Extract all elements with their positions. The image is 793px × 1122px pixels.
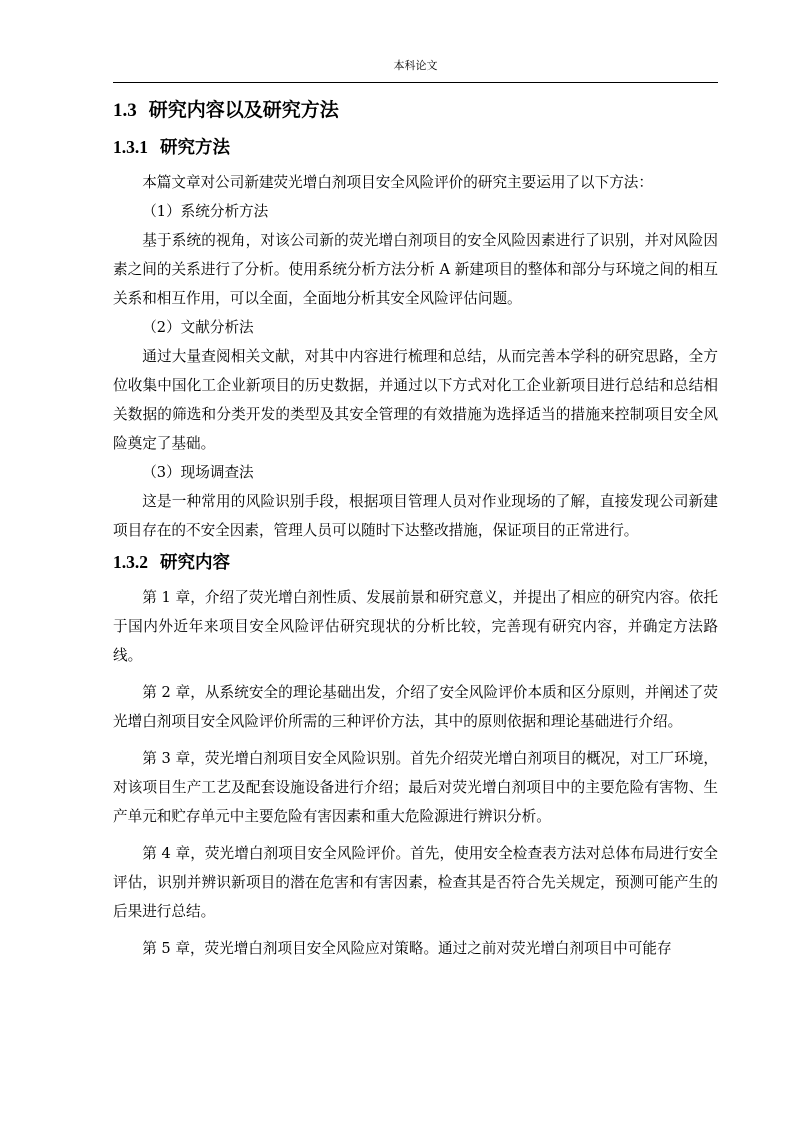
methods-number: 1.3.1: [113, 137, 148, 157]
chapter-paragraph-5: 第 5 章，荧光增白剂项目安全风险应对策略。通过之前对荧光增白剂项目中可能存: [142, 940, 672, 957]
method-label-1: （1）系统分析方法: [142, 203, 269, 220]
methods-intro: 本篇文章对公司新建荧光增白剂项目安全风险评价的研究主要运用了以下方法：: [142, 174, 653, 191]
contents-number: 1.3.2: [113, 552, 148, 572]
chapter-paragraph-3: 第 3 章，荧光增白剂项目安全风险识别。首先介绍荧光增白剂项目的概况，对工厂环境，对该项目生产工艺及配套设施设备进行介绍；最后对荧光增白剂项目中的主要危险有害物、生产单元和贮存单元中主要危险有害因素和重大危险源进行辨识分析。: [113, 750, 718, 825]
method-label-2: （2）文献分析法: [142, 319, 254, 336]
header-divider: [113, 82, 718, 83]
methods-title: 研究方法: [160, 138, 230, 158]
contents-heading: [113, 545, 718, 579]
method-text-1: 基于系统的视角，对该公司新的荧光增白剂项目的安全风险因素进行了识别，并对风险因素之间的关系进行了分析。使用系统分析方法分析 A 新建项目的整体和部分与环境之间的相互关系和相互作用，可以全面，全面地分析其安全风险评估问题。: [113, 232, 718, 307]
method-text-2: 通过大量查阅相关文献，对其中内容进行梳理和总结，从而完善本学科的研究思路，全方位收集中国化工企业新项目的历史数据，并通过以下方式对化工企业新项目进行总结和总结相关数据的筛选和分类开发的类型及其安全管理的有效措施为选择适当的措施来控制项目安全风险奠定了基础。: [113, 348, 718, 452]
methods-heading: [113, 130, 718, 164]
section-number: 1.3: [113, 100, 137, 121]
section-title: 研究内容以及研究方法: [148, 99, 339, 121]
method-text-3: 这是一种常用的风险识别手段，根据项目管理人员对作业现场的了解，直接发现公司新建项目存在的不安全因素，管理人员可以随时下达整改措施，保证项目的正常进行。: [113, 493, 718, 539]
chapter-paragraph-4: 第 4 章，荧光增白剂项目安全风险评价。首先，使用安全检查表方法对总体布局进行安全评估，识别并辨识新项目的潜在危害和有害因素，检查其是否符合先关规定，预测可能产生的后果进行总结。: [113, 845, 718, 920]
chapter-paragraph-2: 第 2 章，从系统安全的理论基础出发，介绍了安全风险评价本质和区分原则，并阐述了荧光增白剂项目安全风险评价所需的三种评价方法，其中的原则依据和理论基础进行介绍。: [113, 684, 718, 730]
page-header: 本科论文: [393, 59, 438, 72]
page-content: [113, 92, 718, 963]
method-label-3: （3）现场调查法: [142, 464, 254, 481]
contents-title: 研究内容: [160, 553, 230, 573]
section-heading: [113, 92, 718, 128]
chapter-paragraph-1: 第 1 章，介绍了荧光增白剂性质、发展前景和研究意义，并提出了相应的研究内容。依托于国内外近年来项目安全风险评估研究现状的分析比较，完善现有研究内容，并确定方法路线。: [113, 589, 718, 664]
